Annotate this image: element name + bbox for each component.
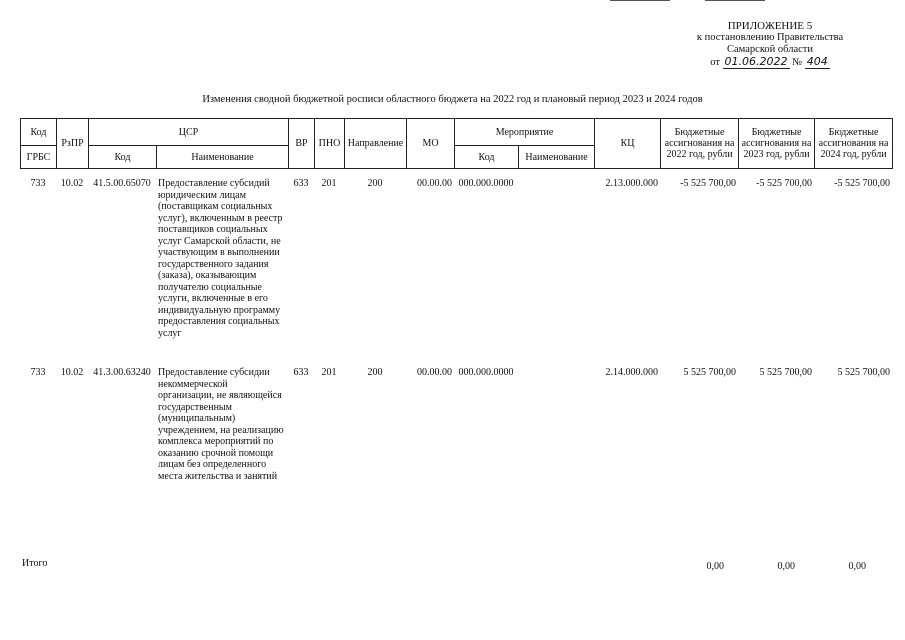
appendix-line: Самарской области [727, 44, 813, 55]
cell-pno: 201 [321, 178, 337, 189]
handwritten-number: 404 [806, 55, 828, 68]
total-label: Итого [22, 558, 48, 569]
table-row [20, 367, 892, 482]
row-spacer [20, 339, 892, 367]
header-2022: Бюджетные ассигнования на 2022 год, рубли [661, 119, 739, 169]
cell-vr: 633 [293, 367, 309, 378]
appendix-line: к постановлению Правительства [696, 32, 844, 43]
handwritten-date: 01.06.2022 [724, 55, 788, 68]
header-kc: КЦ [595, 119, 661, 169]
total-2023: 0,00 [777, 561, 795, 572]
cell-merop-kod: 000.000.0000 [458, 178, 514, 189]
header-kod: Код [21, 119, 57, 146]
budget-table-header [20, 118, 893, 169]
cell-2022: 5 525 700,00 [683, 367, 736, 378]
cell-2024: 5 525 700,00 [837, 367, 890, 378]
header-vr: ВР [289, 119, 315, 169]
header-napr: Направление [345, 119, 407, 169]
scan-edge-line [705, 0, 765, 1]
total-2024: 0,00 [848, 561, 866, 572]
document-title: Изменения сводной бюджетной росписи областного бюджета на 2022 год и плановый период 2023 и 2024 годов [202, 94, 703, 105]
header-merop-kod: Код [455, 146, 519, 169]
cell-csr-kod: 41.3.00.63240 [93, 367, 151, 378]
appendix-block [680, 20, 860, 69]
header-csr: ЦСР [89, 119, 289, 146]
cell-merop-name [518, 367, 594, 482]
cell-2023: -5 525 700,00 [756, 178, 812, 189]
header-mo: МО [407, 119, 455, 169]
cell-rzpr: 10.02 [60, 178, 84, 189]
cell-csr-name: Предоставление субсидий юридическим лицам (поставщикам социальных услуг), включенным в реестр поставщиков социальных услуг Самарской области, не участвующим в выполнении государственного задания (заказа), оказывающим получателю социальные услуги, включенные в его индивидуальную программу предоставления социальных услуг [158, 178, 283, 339]
number-prefix: № [792, 57, 803, 68]
total-2022: 0,00 [706, 561, 724, 572]
header-rzpr: РзПР [57, 119, 89, 169]
header-grbs: ГРБС [21, 146, 57, 169]
appendix-title: ПРИЛОЖЕНИЕ 5 [727, 20, 813, 32]
approval-line [680, 56, 860, 69]
cell-kc: 2.13.000.000 [605, 178, 658, 189]
cell-vr: 633 [293, 178, 309, 189]
cell-mo: 00.00.00 [417, 178, 452, 189]
cell-pno: 201 [321, 367, 337, 378]
cell-2023: 5 525 700,00 [759, 367, 812, 378]
cell-napr: 200 [367, 367, 383, 378]
cell-merop-kod: 000.000.0000 [458, 367, 514, 378]
cell-rzpr: 10.02 [60, 367, 84, 378]
header-merop-name: Наименование [519, 146, 595, 169]
cell-napr: 200 [367, 178, 383, 189]
date-prefix: от [710, 57, 720, 68]
cell-merop-name [518, 178, 594, 339]
cell-2022: -5 525 700,00 [680, 178, 736, 189]
header-2023: Бюджетные ассигнования на 2023 год, рубли [739, 119, 815, 169]
cell-grbs: 733 [30, 178, 46, 189]
scan-edge-line [610, 0, 670, 1]
cell-grbs: 733 [30, 367, 46, 378]
header-merop: Мероприятие [455, 119, 595, 146]
table-row [20, 178, 892, 339]
budget-table-body [20, 178, 892, 482]
cell-2024: -5 525 700,00 [834, 178, 890, 189]
cell-kc: 2.14.000.000 [605, 367, 658, 378]
header-pno: ПНО [315, 119, 345, 169]
cell-csr-name: Предоставление субсидии некоммерческой организации, не являющейся государственным (муниципальным) учреждением, на реализацию комплекса мероприятий по оказанию срочной помощи лицам без определенного места жительства и занятий [158, 367, 284, 482]
header-csr-name: Наименование [157, 146, 289, 169]
cell-csr-kod: 41.5.00.65070 [93, 178, 151, 189]
cell-mo: 00.00.00 [417, 367, 452, 378]
header-2024: Бюджетные ассигнования на 2024 год, рубли [815, 119, 893, 169]
header-csr-kod: Код [89, 146, 157, 169]
